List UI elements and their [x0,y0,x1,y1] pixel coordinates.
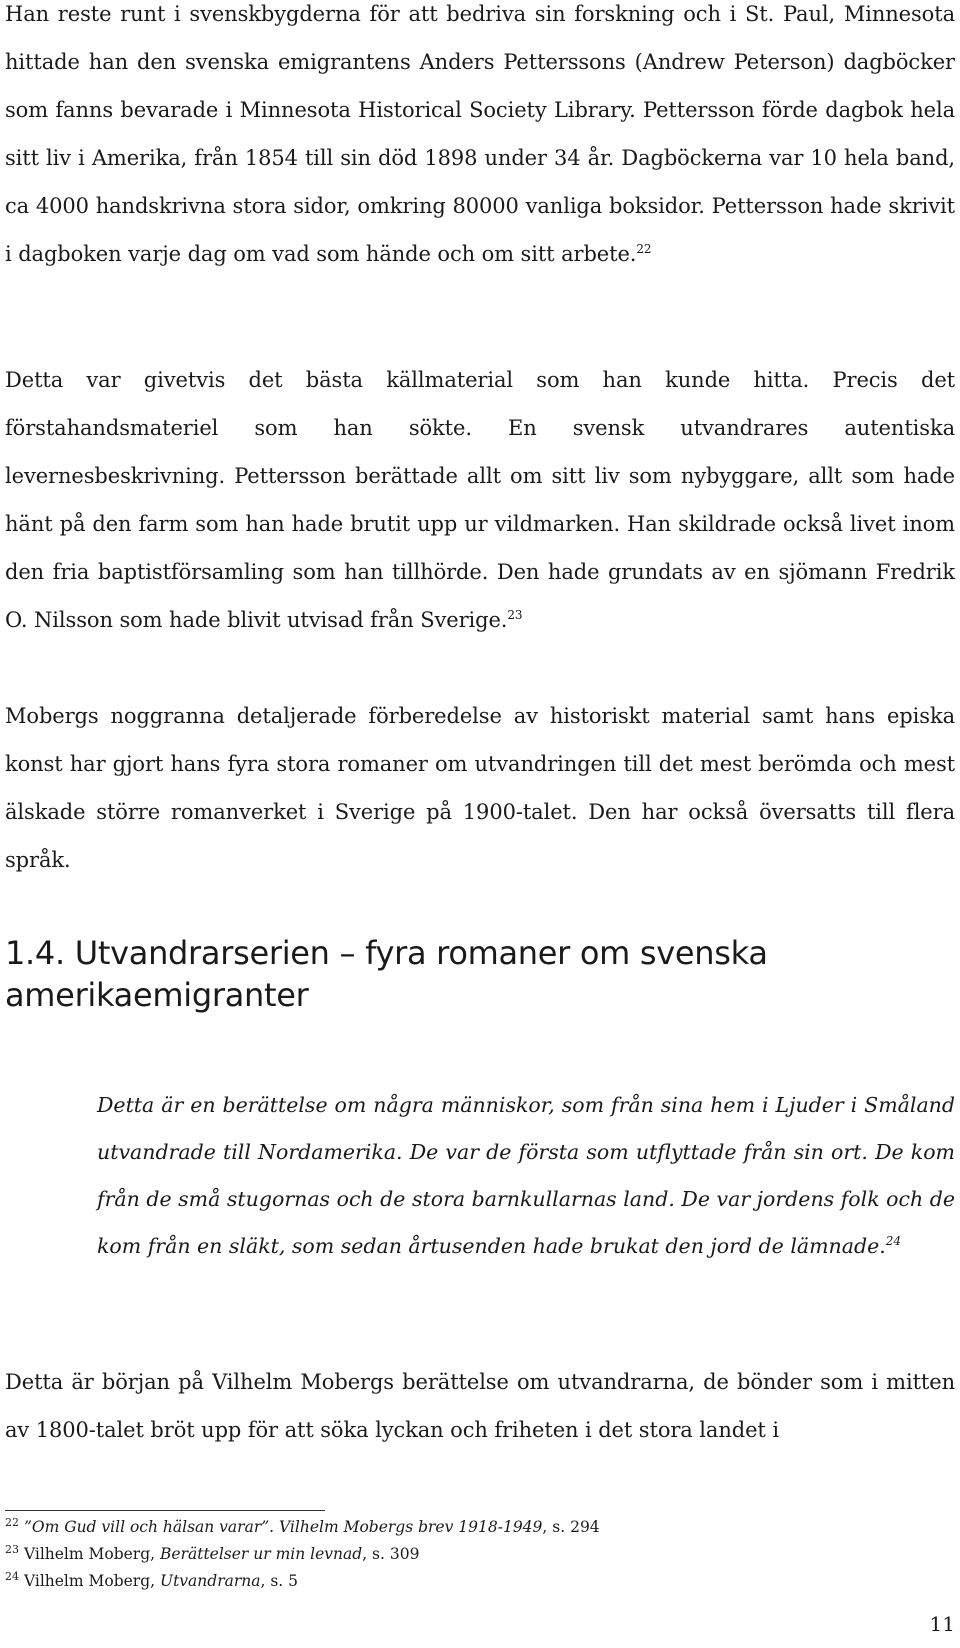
footnote-page: , s. 294 [542,1518,600,1536]
footnote-title: Utvandrarna [160,1572,261,1590]
footnote-item [5,1541,955,1568]
footnote-prefix: Vilhelm Moberg, [23,1545,160,1563]
footnote-item [5,1514,955,1541]
footnote-number: 24 [5,1569,19,1583]
paragraph-beginning: Detta är början på Vilhelm Mobergs berättelse om utvandrarna, de bönder som i mitten av 1800-talet bröt upp för att söka lyckan och friheten i det stora landet i [5,1370,955,1442]
footnote-divider [5,1510,325,1511]
footnote-title: ”Om Gud vill och hälsan varar”. Vilhelm Mobergs brev 1918-1949 [23,1518,543,1536]
block-quote-text: Detta är en berättelse om några människor, som från sina hem i Ljuder i Småland utvandrade till Nordamerika. De var de första som utflyttade från sin ort. De kom från de små stugornas och de stora barnkullarnas land. De var jordens folk och de kom från en släkt, som sedan årtusenden hade brukat den jord de lämnade. [97,1093,955,1258]
page-number: 11 [929,1612,955,1636]
section-title: Utvandrarserien – fyra romaner om svenska amerikaemigranter [5,934,768,1014]
footnote-ref-23[interactable]: 23 [507,608,523,622]
footnote-list [5,1514,955,1595]
footnote-page: , s. 5 [260,1572,299,1590]
footnote-number: 23 [5,1542,19,1556]
paragraph-research-text: Han reste runt i svenskbygderna för att bedriva sin forskning och i St. Paul, Minnesota hittade han den svenska emigrantens Anders Petterssons (Andrew Peterson) dagböcker som fanns bevarade i Minnesota Historical Society Library. Pettersson förde dagbok hela sitt liv i Amerika, från 1854 till sin död 1898 under 34 år. Dagböckerna var 10 hela band, ca 4000 handskrivna stora sidor, omkring 80000 vanliga boksidor. Pettersson hade skrivit i dagboken varje dag om vad som hände och om sitt arbete. [5,2,955,266]
footnote-item [5,1568,955,1595]
footnote-prefix: Vilhelm Moberg, [23,1572,160,1590]
section-number: 1.4. [5,934,65,972]
footnote-number: 22 [5,1515,19,1529]
paragraph-source-material [5,356,955,644]
footnote-title: Berättelser ur min levnad [160,1545,363,1563]
paragraph-research [5,0,955,278]
section-heading [5,932,955,1016]
footnote-ref-24[interactable]: 24 [885,1234,902,1249]
block-quote [97,1082,955,1270]
paragraph-novels: Mobergs noggranna detaljerade förberedelse av historiskt material samt hans episka konst har gjort hans fyra stora romaner om utvandringen till det mest berömda och mest älskade större romanverket i Sverige på 1900-talet. Den har också översatts till flera språk. [5,704,955,872]
footnote-page: , s. 309 [362,1545,420,1563]
footnote-ref-22[interactable]: 22 [636,242,652,256]
paragraph-source-material-text: Detta var givetvis det bästa källmaterial som han kunde hitta. Precis det förstahandsmateriel som han sökte. En svensk utvandrares autentiska levernesbeskrivning. Pettersson berättade allt om sitt liv som nybyggare, allt som hade hänt på den farm som han hade brutit upp ur vildmarken. Han skildrade också livet inom den fria baptistförsamling som han tillhörde. Den hade grundats av en sjömann Fredrik O. Nilsson som hade blivit utvisad från Sverige. [5,368,955,632]
